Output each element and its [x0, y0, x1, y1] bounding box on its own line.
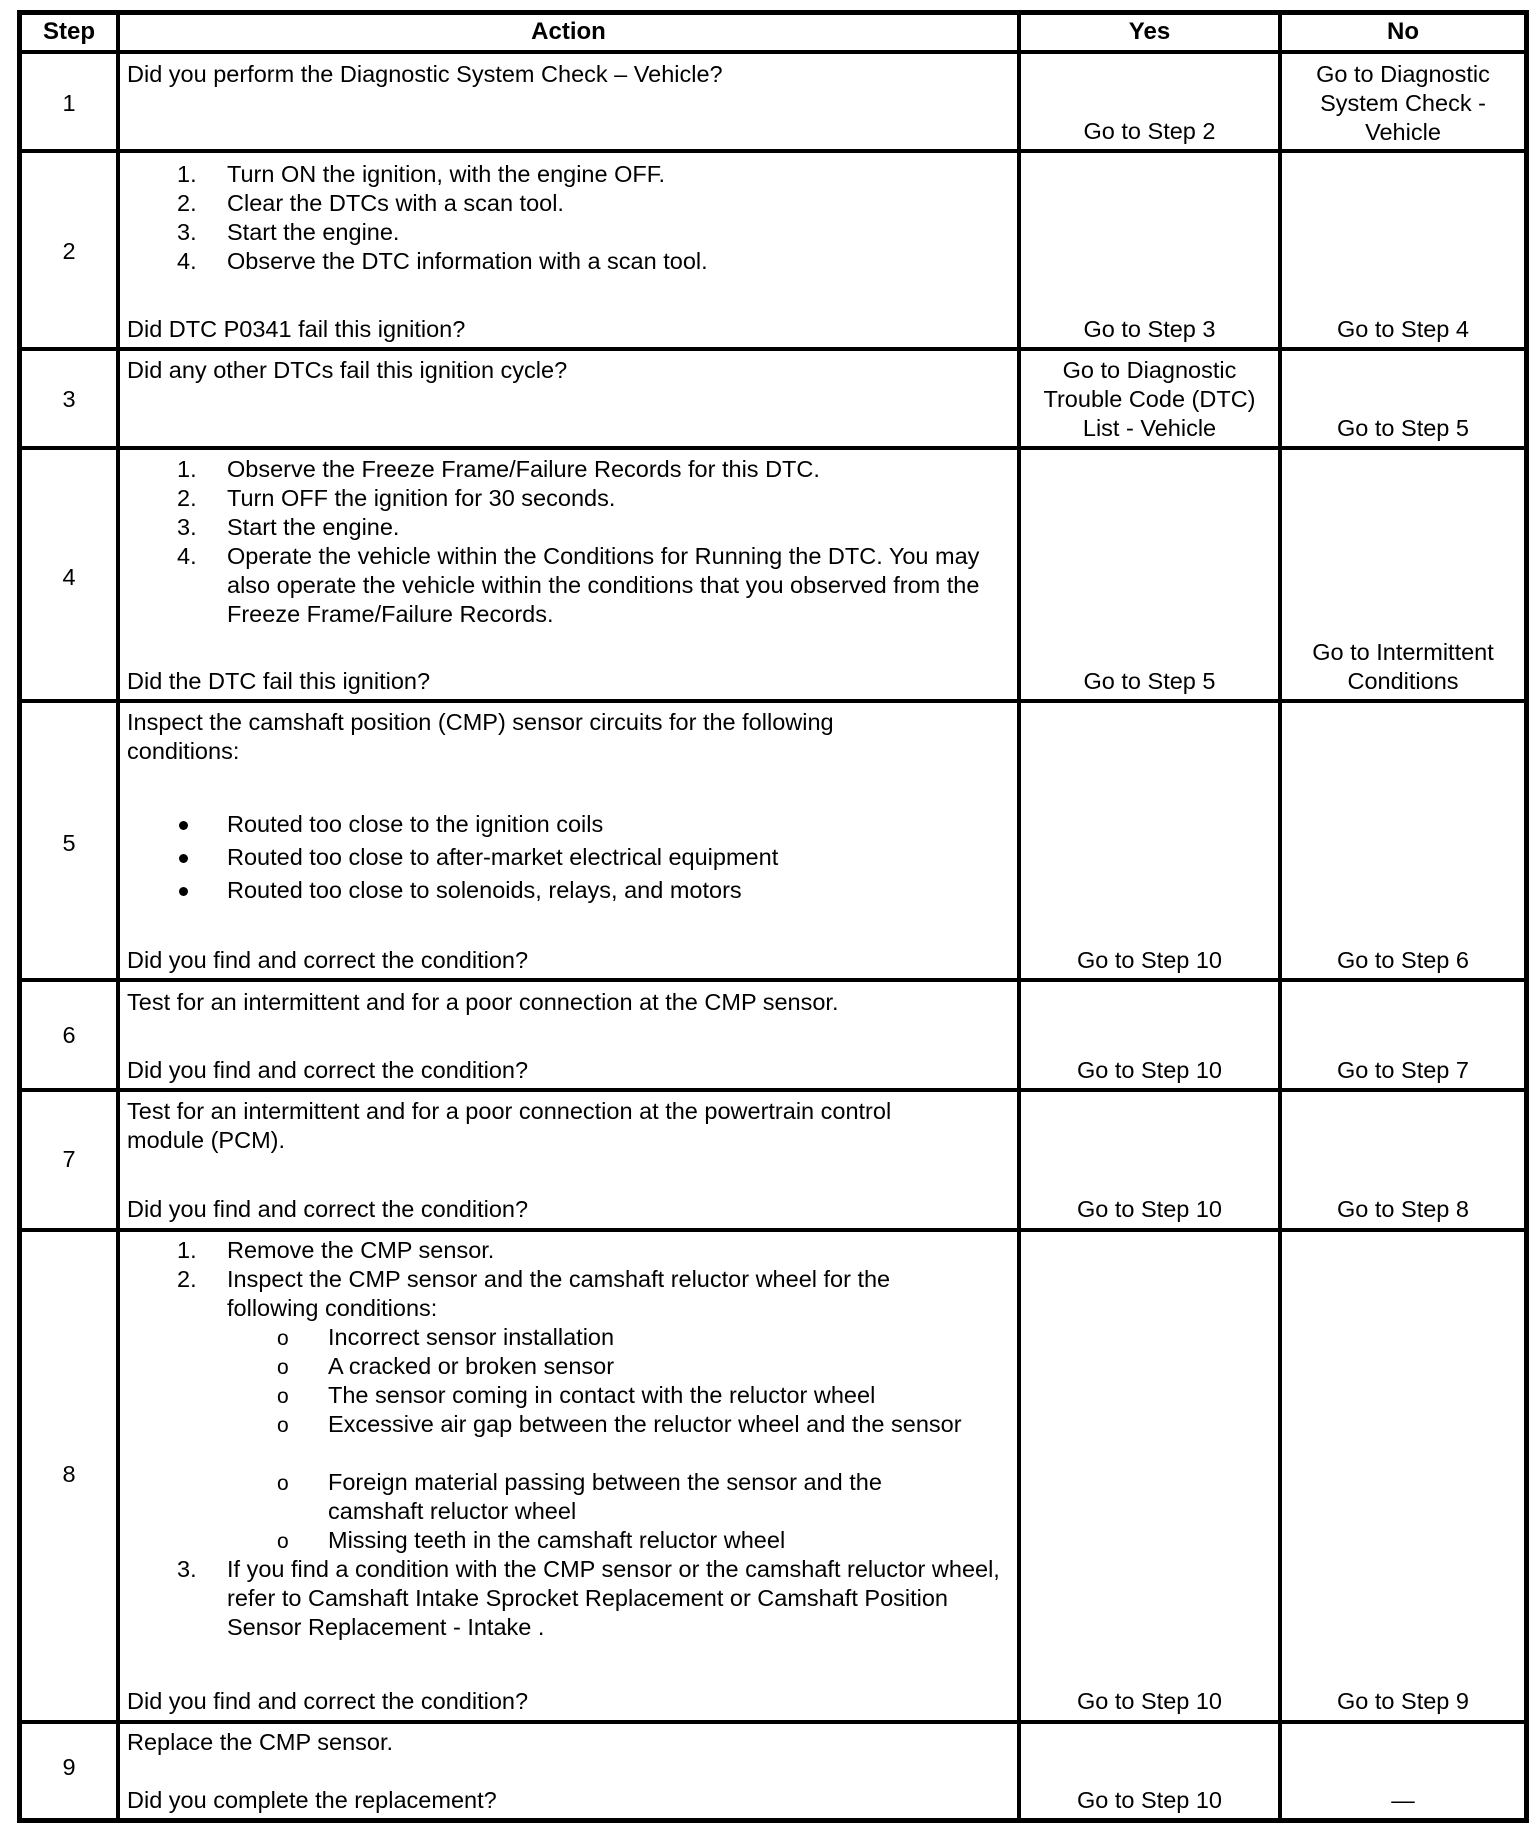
list-item: Start the engine.: [227, 219, 400, 245]
row-divider-7: [17, 1228, 1529, 1232]
yes-outcome-line: List - Vehicle: [1082, 415, 1217, 441]
no-outcome: Go to Step 4: [1337, 316, 1469, 342]
action-list: [120, 455, 1010, 635]
list-number: 3.: [177, 219, 197, 245]
yes-outcome: Go to Step 10: [1076, 1688, 1223, 1714]
step-number: 9: [62, 1754, 76, 1780]
list-item: Observe the Freeze Frame/Failure Records for this DTC.: [227, 456, 820, 482]
yes-outcome-line: Go to Diagnostic: [1062, 357, 1237, 383]
list-number: 4.: [177, 248, 197, 274]
list-item: Routed too close to the ignition coils: [227, 811, 604, 837]
action-list: [120, 160, 1010, 310]
step-number: 6: [62, 1022, 76, 1048]
border-bottom: [17, 1818, 1529, 1823]
sub-bullet-icon: o: [277, 1356, 289, 1379]
list-number: 2.: [177, 190, 197, 216]
no-outcome-line: Go to Intermittent: [1312, 639, 1494, 665]
action-intro: Inspect the camshaft position (CMP) sensor circuits for the following conditions:: [127, 709, 834, 764]
yes-outcome: Go to Step 2: [1083, 118, 1216, 144]
list-number: 2.: [177, 485, 197, 511]
list-number: 4.: [177, 543, 197, 569]
action-intro: Test for an intermittent and for a poor connection at the powertrain control module (PCM).: [127, 1098, 892, 1153]
list-item: Turn ON the ignition, with the engine OFF.: [227, 161, 666, 187]
border-left: [17, 10, 22, 1823]
row-divider-3: [17, 446, 1529, 450]
border-top: [17, 10, 1529, 15]
action-question: Did you find and correct the condition?: [127, 1196, 529, 1222]
step-number: 3: [62, 386, 76, 412]
list-item: Start the engine.: [227, 514, 400, 540]
row-divider-4: [17, 699, 1529, 703]
action-intro: Replace the CMP sensor.: [127, 1729, 394, 1755]
list-number: 3.: [177, 1556, 197, 1582]
yes-outcome: Go to Step 10: [1076, 1057, 1223, 1083]
action-question: Did you find and correct the condition?: [127, 1057, 529, 1083]
no-outcome-line: Go to Diagnostic: [1316, 61, 1490, 87]
sub-bullet-icon: o: [277, 1327, 289, 1350]
sub-list-item: Missing teeth in the camshaft reluctor wheel: [328, 1527, 786, 1553]
sub-bullet-icon: o: [277, 1414, 289, 1437]
action-intro: Test for an intermittent and for a poor connection at the CMP sensor.: [127, 989, 839, 1015]
no-outcome: [1282, 638, 1524, 696]
no-outcome: [1282, 60, 1524, 147]
header-action: Action: [531, 18, 606, 45]
action-question: Did any other DTCs fail this ignition cycle?: [127, 357, 568, 383]
no-outcome: Go to Step 8: [1337, 1196, 1469, 1222]
step-number: 5: [62, 830, 76, 856]
no-outcome: Go to Step 9: [1337, 1688, 1469, 1714]
no-outcome: —: [1391, 1787, 1415, 1813]
list-number: 1.: [177, 456, 197, 482]
list-number: 1.: [177, 161, 197, 187]
action-question: Did you perform the Diagnostic System Check – Vehicle?: [127, 61, 723, 87]
step-number: 4: [62, 564, 76, 590]
list-item: Operate the vehicle within the Conditions for Running the DTC. You may also operate the vehicle within the conditions that you observed from the Freeze Frame/Failure Records.: [227, 543, 980, 627]
list-item: Observe the DTC information with a scan tool.: [227, 248, 708, 274]
list-item: If you find a condition with the CMP sensor or the camshaft reluctor wheel, refer to Camshaft Intake Sprocket Replacement or Camshaft Position Sensor Replacement - Intake .: [227, 1556, 1000, 1640]
bullet-list: [120, 810, 1010, 910]
list-item: Inspect the CMP sensor and the camshaft reluctor wheel for the following conditions:: [227, 1266, 891, 1321]
action-question: Did DTC P0341 fail this ignition?: [127, 316, 466, 342]
row-divider-1: [17, 149, 1529, 153]
no-outcome-line: Vehicle: [1365, 119, 1441, 145]
bullet-icon: [179, 854, 188, 863]
sub-list-item: Foreign material passing between the sensor and the camshaft reluctor wheel: [328, 1469, 882, 1524]
list-number: 1.: [177, 1237, 197, 1263]
no-outcome: Go to Step 5: [1337, 415, 1469, 441]
no-outcome-line: Conditions: [1347, 668, 1459, 694]
bullet-icon: [179, 821, 188, 830]
sub-list-item: The sensor coming in contact with the reluctor wheel: [328, 1382, 876, 1408]
border-right: [1524, 10, 1529, 1823]
yes-outcome: Go to Step 3: [1083, 316, 1216, 342]
yes-outcome-line: Trouble Code (DTC): [1043, 386, 1256, 412]
yes-outcome: Go to Step 10: [1076, 1787, 1223, 1813]
header-step: Step: [42, 18, 95, 45]
yes-outcome: Go to Step 5: [1083, 668, 1216, 694]
yes-outcome: Go to Step 10: [1076, 1196, 1223, 1222]
list-number: 3.: [177, 514, 197, 540]
yes-outcome: Go to Step 10: [1076, 947, 1223, 973]
action-list: [120, 1236, 1010, 1656]
no-outcome: Go to Step 6: [1337, 947, 1469, 973]
sub-list-item: Incorrect sensor installation: [328, 1324, 615, 1350]
action-question: Did you find and correct the condition?: [127, 947, 529, 973]
sub-bullet-icon: o: [277, 1530, 289, 1553]
action-question: Did you complete the replacement?: [127, 1787, 497, 1813]
no-outcome-line: System Check -: [1320, 90, 1486, 116]
step-number: 2: [62, 238, 76, 264]
divider-action-yes: [1017, 10, 1021, 1823]
header-yes: Yes: [1128, 18, 1171, 45]
no-outcome: Go to Step 7: [1337, 1057, 1469, 1083]
sub-list-item: Excessive air gap between the reluctor wheel and the sensor: [328, 1411, 962, 1437]
row-divider-2: [17, 347, 1529, 351]
bullet-icon: [179, 887, 188, 896]
list-item: Turn OFF the ignition for 30 seconds.: [227, 485, 616, 511]
row-divider-6: [17, 1088, 1529, 1092]
list-number: 2.: [177, 1266, 197, 1292]
step-number: 8: [62, 1461, 76, 1487]
yes-outcome: [1021, 356, 1278, 443]
sub-list-item: A cracked or broken sensor: [328, 1353, 615, 1379]
action-question: Did you find and correct the condition?: [127, 1688, 529, 1714]
action-question: Did the DTC fail this ignition?: [127, 668, 431, 694]
sub-bullet-icon: o: [277, 1385, 289, 1408]
divider-yes-no: [1278, 10, 1282, 1823]
list-item: Clear the DTCs with a scan tool.: [227, 190, 564, 216]
row-divider-5: [17, 978, 1529, 982]
step-number: 1: [62, 90, 76, 116]
row-divider-8: [17, 1720, 1529, 1724]
list-item: Routed too close to after-market electrical equipment: [227, 844, 779, 870]
list-item: Routed too close to solenoids, relays, and motors: [227, 877, 742, 903]
list-item: Remove the CMP sensor.: [227, 1237, 495, 1263]
step-number: 7: [62, 1146, 76, 1172]
sub-bullet-icon: o: [277, 1472, 289, 1495]
row-divider-header: [17, 50, 1529, 54]
header-no: No: [1387, 18, 1419, 45]
